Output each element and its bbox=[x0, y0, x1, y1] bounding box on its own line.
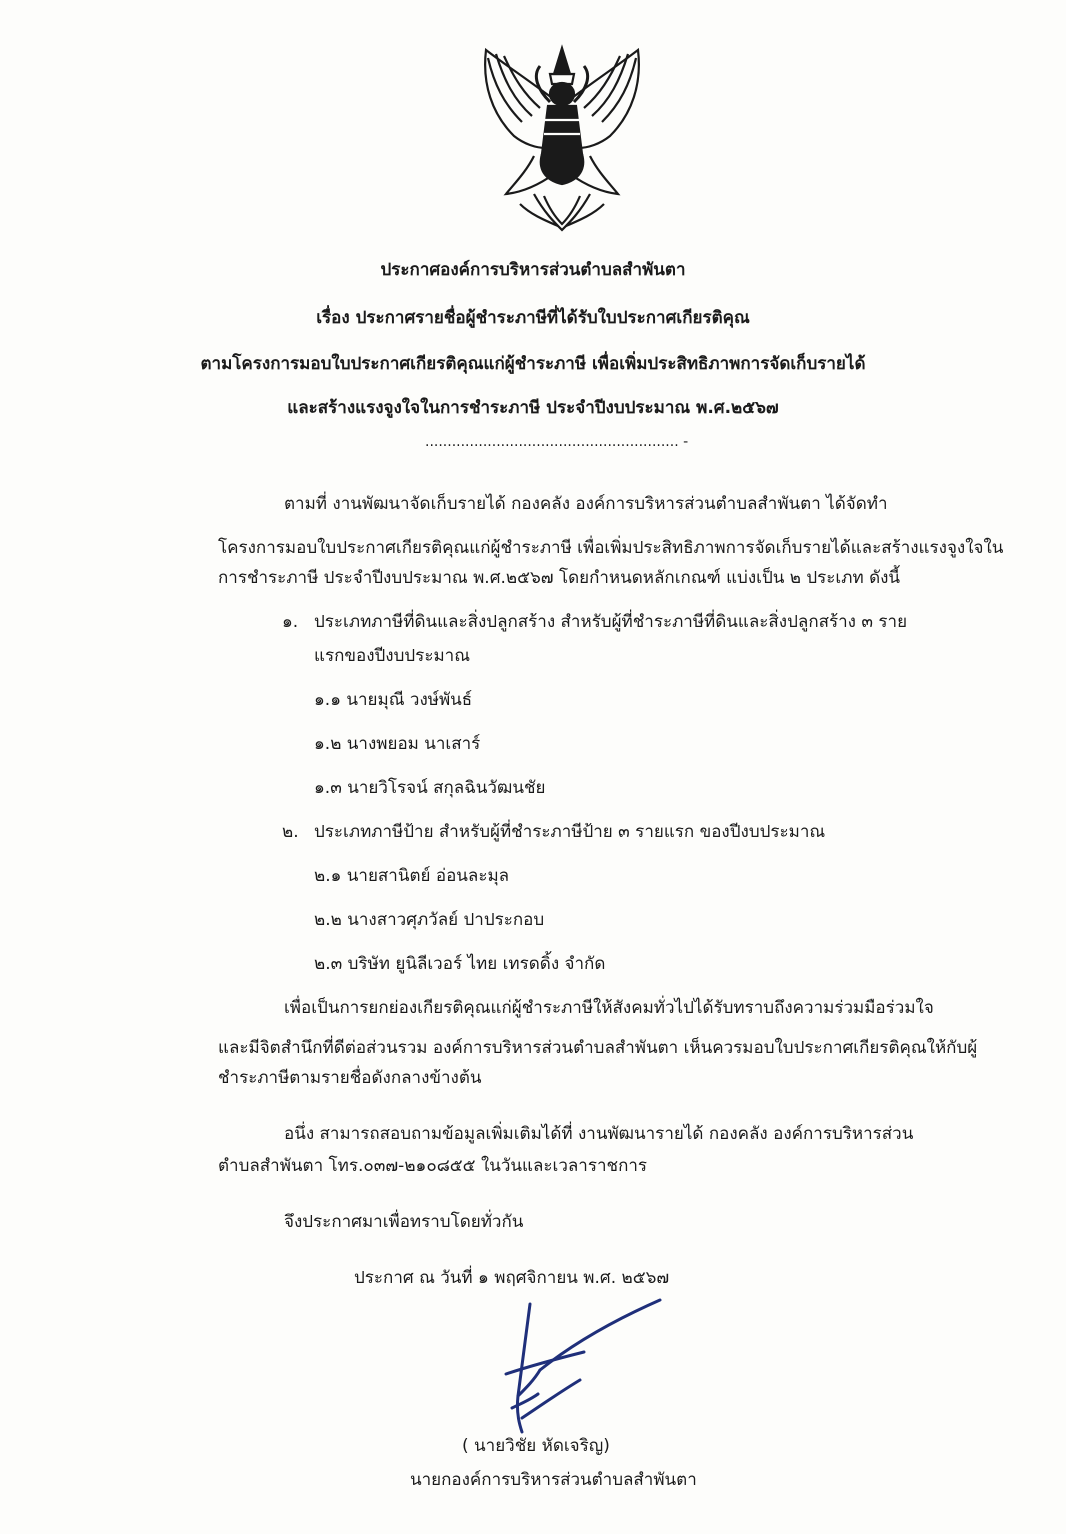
section1-item: ๑.๑ นายมุณี วงษ์พันธ์ bbox=[314, 690, 473, 710]
section2-item: ๒.๓ บริษัท ยูนิลีเวอร์ ไทย เทรดดิ้ง จำกัด bbox=[314, 954, 606, 974]
section1-title-cont: แรกของปีงบประมาณ bbox=[314, 646, 470, 666]
garuda-emblem-icon bbox=[474, 44, 650, 234]
section1-title: ประเภทภาษีที่ดินและสิ่งปลูกสร้าง สำหรับผู้ที่ชำระภาษีที่ดินและสิ่งปลูกสร้าง ๓ ราย bbox=[314, 612, 908, 632]
announcement-subject: เรื่อง ประกาศรายชื่อผู้ชำระภาษีที่ได้รับใบประกาศเกียรติคุณ bbox=[316, 308, 750, 328]
title-separator: ......................................................... - bbox=[425, 434, 689, 450]
purpose-line-3: ชำระภาษีตามรายชื่อดังกลางข้างต้น bbox=[218, 1068, 482, 1088]
section1-item: ๑.๓ นายวิโรจน์ สกุลฉินวัฒนชัย bbox=[314, 778, 546, 798]
announcement-date: ประกาศ ณ วันที่ ๑ พฤศจิกายน พ.ศ. ๒๕๖๗ bbox=[354, 1268, 670, 1288]
contact-line-1: อนึ่ง สามารถสอบถามข้อมูลเพิ่มเติมได้ที่ งานพัฒนารายได้ กองคลัง องค์การบริหารส่วน bbox=[284, 1124, 914, 1144]
intro-line-3: การชำระภาษี ประจำปีงบประมาณ พ.ศ.๒๕๖๗ โดยกำหนดหลักเกณฑ์ แบ่งเป็น ๒ ประเภท ดังนี้ bbox=[218, 568, 901, 588]
section2-title: ประเภทภาษีป้าย สำหรับผู้ที่ชำระภาษีป้าย ๓ รายแรก ของปีงบประมาณ bbox=[314, 822, 826, 842]
section2-number: ๒. bbox=[282, 822, 299, 842]
section2-item: ๒.๑ นายสานิตย์ อ่อนละมุล bbox=[314, 866, 510, 886]
signer-title: นายกองค์การบริหารส่วนตำบลสำพันตา bbox=[410, 1470, 697, 1490]
section1-number: ๑. bbox=[282, 612, 299, 632]
intro-line-2: โครงการมอบใบประกาศเกียรติคุณแก่ผู้ชำระภาษี เพื่อเพิ่มประสิทธิภาพการจัดเก็บรายได้และสร้างแรงจูงใจใน bbox=[218, 538, 1004, 558]
project-title-line1: ตามโครงการมอบใบประกาศเกียรติคุณแก่ผู้ชำระภาษี เพื่อเพิ่มประสิทธิภาพการจัดเก็บรายได้ bbox=[200, 354, 866, 374]
signature-image bbox=[500, 1296, 680, 1436]
intro-line-1: ตามที่ งานพัฒนาจัดเก็บรายได้ กองคลัง องค์การบริหารส่วนตำบลสำพันตา ได้จัดทำ bbox=[284, 494, 888, 514]
section2-item: ๒.๒ นางสาวศุภวัลย์ ปาประกอบ bbox=[314, 910, 545, 930]
closing-statement: จึงประกาศมาเพื่อทราบโดยทั่วกัน bbox=[284, 1212, 524, 1232]
purpose-line-1: เพื่อเป็นการยกย่องเกียรติคุณแก่ผู้ชำระภาษีให้สังคมทั่วไปได้รับทราบถึงความร่วมมือร่วมใจ bbox=[284, 998, 934, 1018]
signer-name: ( นายวิชัย หัดเจริญ) bbox=[462, 1436, 610, 1456]
announcement-title: ประกาศองค์การบริหารส่วนตำบลสำพันตา bbox=[380, 260, 686, 280]
contact-line-2: ตำบลสำพันตา โทร.๐๓๗-๒๑๐๘๕๕ ในวันและเวลาราชการ bbox=[218, 1156, 648, 1176]
project-title-line2: และสร้างแรงจูงใจในการชำระภาษี ประจำปีงบประมาณ พ.ศ.๒๕๖๗ bbox=[287, 398, 779, 418]
section1-item: ๑.๒ นางพยอม นาเสาร์ bbox=[314, 734, 481, 754]
purpose-line-2: และมีจิตสำนึกที่ดีต่อส่วนรวม องค์การบริหารส่วนตำบลสำพันตา เห็นควรมอบใบประกาศเกียรติคุณให้กับผู้ bbox=[218, 1038, 978, 1058]
